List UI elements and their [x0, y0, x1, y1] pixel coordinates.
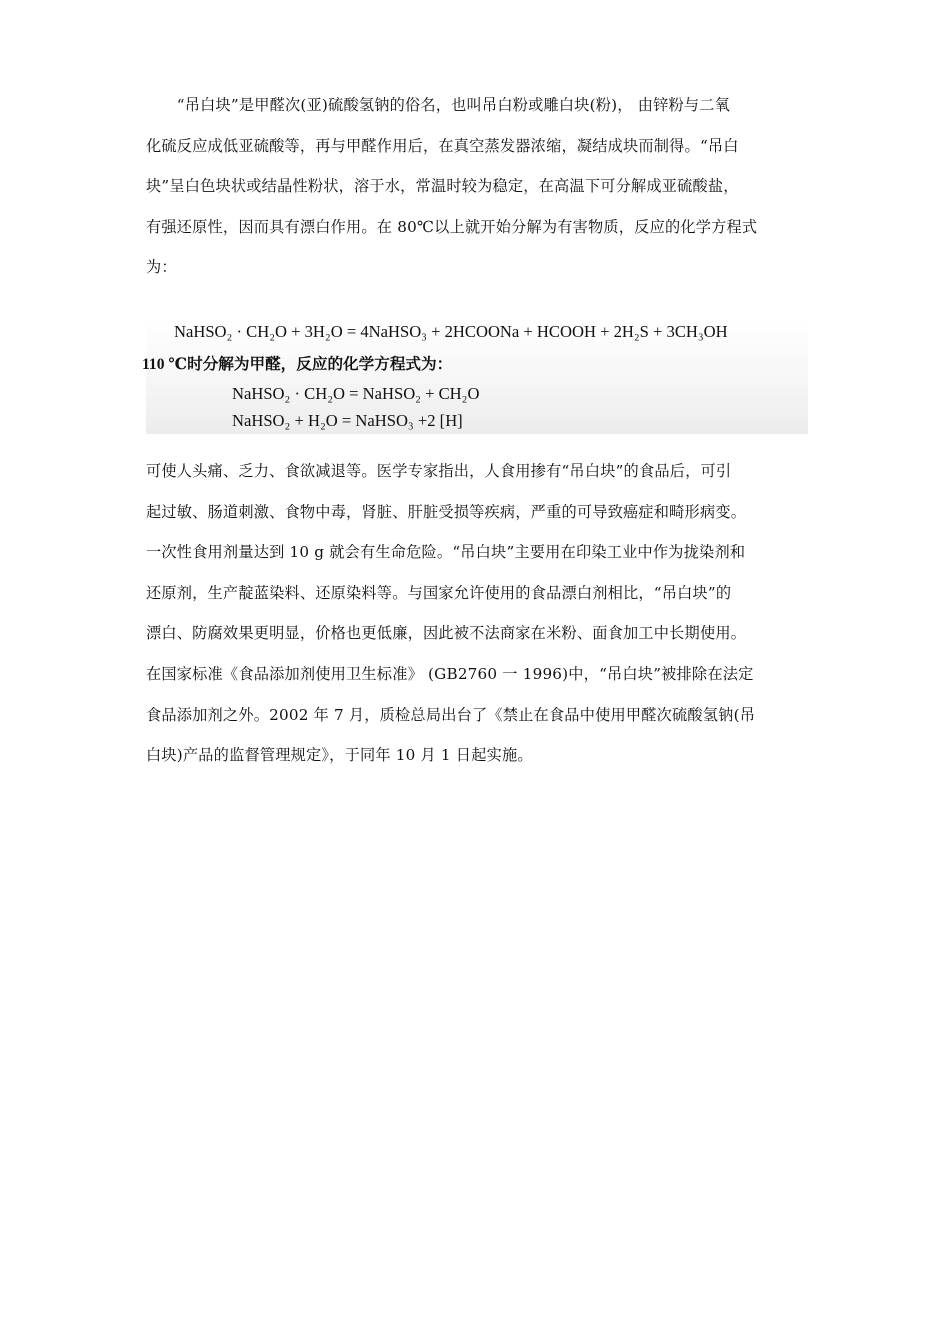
chemical-equation-figure [142, 316, 808, 434]
text-line: 起过敏、肠道刺激、食物中毒，肾脏、肝脏受损等疾病，严重的可导致癌症和畸形病变。 [146, 502, 747, 521]
text-line: 可使人头痛、乏力、食欲减退等。医学专家指出，人食用掺有“吊白块”的食品后，可引 [146, 462, 732, 480]
text-line: 漂白、防腐效果更明显，价格也更低廉，因此被不法商家在米粉、面食加工中长期使用。 [146, 624, 747, 643]
formaldehyde-equation: NaHSO₂ · CH₂O = NaHSO₂ + CH₂O [232, 384, 480, 403]
text-line: 块”呈白色块状或结晶性粉状，溶于水，常温时较为稳定，在高温下可分解成亚硫酸盐， [146, 177, 739, 196]
text-line: 在国家标准《食品添加剂使用卫生标准》 (GB2760 一 1996)中，“吊白块”被排除在法定 [146, 664, 754, 683]
intro-paragraph [146, 85, 808, 288]
text-line: “吊白块”是甲醛次(亚)硫酸氢钠的俗名，也叫吊白粉或雕白块(粉)， 由锌粉与二氧 [146, 96, 731, 114]
text-line: 一次性食用剂量达到 10 g 就会有生命危险。“吊白块”主要用在印染工业中作为拢染剂和 [146, 543, 746, 562]
text-line: 还原剂，生产靛蓝染料、还原染料等。与国家允许使用的食品漂白剂相比，“吊白块”的 [146, 583, 732, 602]
decomposition-equation: NaHSO₂ · CH₂O + 3H₂O = 4NaHSO₃ + 2HCOONa + HCOOH + 2H₂S + 3CH₃OH [174, 322, 728, 341]
text-line: 有强还原性，因而具有漂白作用。在 80℃以上就开始分解为有害物质，反应的化学方程式 [146, 217, 758, 236]
text-line: 食品添加剂之外。2002 年 7 月，质检总局出台了《禁止在食品中使用甲醛次硫酸氢钠(吊 [146, 705, 756, 724]
text-line: 白块)产品的监督管理规定》，于同年 10 月 1 日起实施。 [146, 746, 533, 765]
hydrolysis-equation: NaHSO₂ + H₂O = NaHSO₃ +2 [H] [232, 411, 463, 430]
health-effects-paragraph [146, 451, 808, 776]
text-line: 为： [146, 258, 177, 277]
formaldehyde-note: 110 ℃时分解为甲醛，反应的化学方程式为： [142, 356, 453, 373]
text-line: 化硫反应成低亚硫酸等，再与甲醛作用后，在真空蒸发器浓缩，凝结成块而制得。“吊白 [146, 136, 739, 155]
